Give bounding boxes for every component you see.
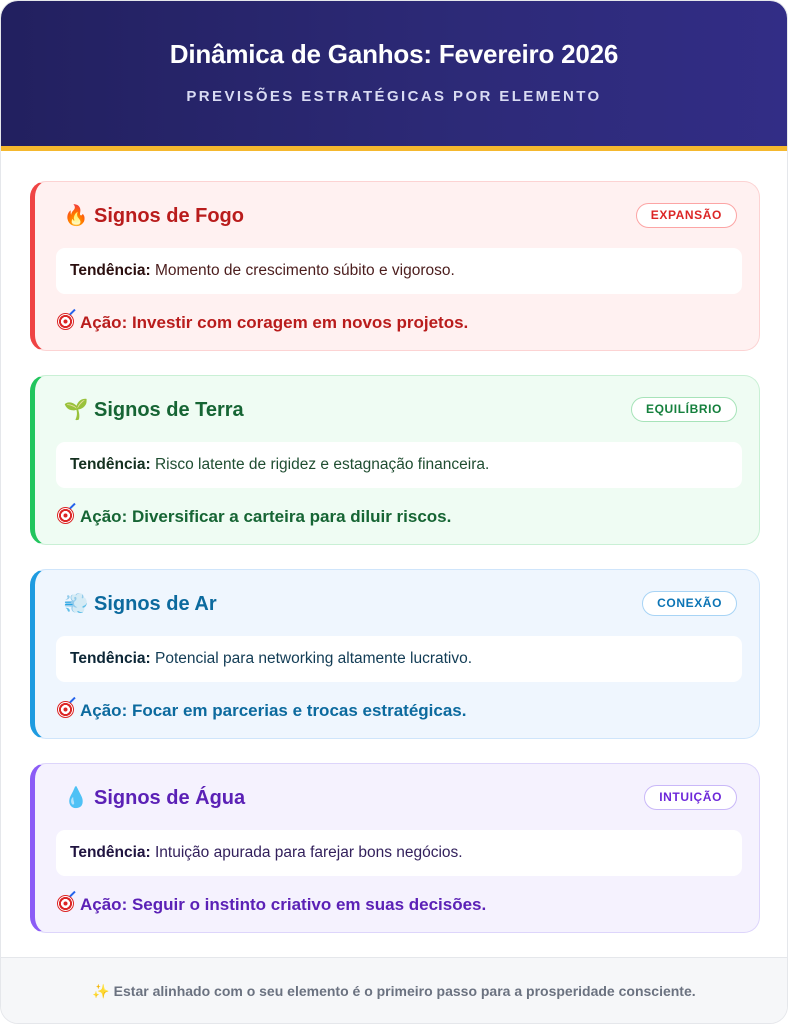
- card-title: Signos de Fogo: [94, 205, 244, 227]
- status-badge: EXPANSÃO: [636, 203, 737, 228]
- trend-label: Tendência:: [70, 844, 151, 861]
- action-text: Ação: Focar em parcerias e trocas estratégicas.: [80, 701, 467, 720]
- action-line: [57, 310, 468, 336]
- seedling-icon: 🌱: [63, 399, 89, 421]
- action-line: [57, 504, 451, 530]
- status-badge: EQUILÍBRIO: [631, 397, 737, 422]
- card-header: [61, 590, 737, 618]
- wind-icon: 💨: [63, 593, 89, 615]
- target-icon: [57, 701, 74, 718]
- header-banner: [1, 1, 787, 151]
- page-title: Dinâmica de Ganhos: Fevereiro 2026: [169, 39, 619, 69]
- card-title: Signos de Água: [94, 787, 246, 809]
- card-water-signs: [30, 763, 760, 933]
- trend-box: [56, 830, 742, 876]
- action-text: Ação: Diversificar a carteira para diluir riscos.: [80, 507, 452, 526]
- card-title: Signos de Terra: [94, 399, 244, 421]
- target-icon: [57, 895, 74, 912]
- trend-label: Tendência:: [70, 456, 151, 473]
- card-header: [61, 784, 737, 812]
- trend-box: [56, 248, 742, 294]
- sparkles-icon: ✨: [92, 983, 110, 999]
- trend-text: Intuição apurada para farejar bons negócios.: [154, 844, 463, 861]
- action-line: [57, 892, 486, 918]
- action-text: Ação: Seguir o instinto criativo em suas decisões.: [80, 895, 487, 914]
- card-title: Signos de Ar: [94, 593, 217, 615]
- fire-icon: 🔥: [63, 205, 89, 227]
- target-icon: [57, 313, 74, 330]
- droplet-icon: 💧: [63, 787, 89, 809]
- footer-note: [1, 957, 787, 1023]
- trend-box: [56, 442, 742, 488]
- trend-text: Risco latente de rigidez e estagnação financeira.: [154, 456, 490, 473]
- trend-label: Tendência:: [70, 650, 151, 667]
- footer-text: Estar alinhado com o seu elemento é o primeiro passo para a prosperidade consciente.: [113, 983, 696, 999]
- card-air-signs: [30, 569, 760, 739]
- trend-text: Potencial para networking altamente lucrativo.: [154, 650, 473, 667]
- trend-box: [56, 636, 742, 682]
- card-earth-signs: [30, 375, 760, 545]
- status-badge: CONEXÃO: [642, 591, 737, 616]
- card-header: [61, 202, 737, 230]
- card-fire-signs: [30, 181, 760, 351]
- action-line: [57, 698, 466, 724]
- trend-text: Momento de crescimento súbito e vigoroso.: [154, 262, 455, 279]
- status-badge: INTUIÇÃO: [644, 785, 737, 810]
- page-subtitle: PREVISÕES ESTRATÉGICAS POR ELEMENTO: [186, 88, 602, 105]
- trend-label: Tendência:: [70, 262, 151, 279]
- target-icon: [57, 507, 74, 524]
- card-header: [61, 396, 737, 424]
- action-text: Ação: Investir com coragem em novos projetos.: [80, 313, 469, 332]
- element-cards: [30, 181, 760, 957]
